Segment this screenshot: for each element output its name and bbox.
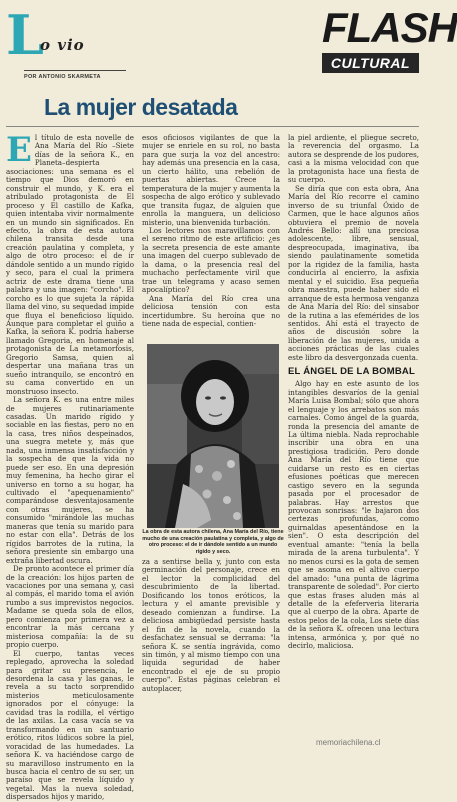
drop-cap: E xyxy=(6,130,32,170)
column-logo xyxy=(6,3,126,80)
article-paragraph: Se diría que con esta obra, Ana María del Río recorre el camino inverso de su triunfal Óxido de Carmen, que le hace algunos años obtuviera el premio de novela Andrés Bello: allí una preciosa adolescente, libre, sensual, despreocupada, imaginativa, iba siendo paulatinamente sometida por la rigidez de la familia, hasta conducirla al encierro, la asfixia mental y el suicidio. Esa pequeña obra maestra, puede haber sido el arranque de esta hermosa venganza de Ana María del Río: del sinsabor de la rutina a las efemérides de los sentidos. Ahí está el trayecto de años de discusión sobre la liberación de las mujeres, unida a acciones prácticas de las cuales este libro da desvergonzada cuenta. xyxy=(288,183,419,362)
article-paragraph: za a sentirse bella y, junto con esta germinación del personaje, crece en el lector la complicidad del descubrimiento de la libertad. Dosificando los tonos eróticos, la lectura y el amante previsible y deseado comienzan a fundirse. La deliciosa ambigüedad persiste hasta el fin de la novela, cuando la desfachatez sensual se derrama: "la señora K. se sentía ingrávida, como sin timón, y al mismo tiempo con una liquida seguridad de haber encontrado el eje de su propio cuerpo". Estas páginas celebran el autoplacer, xyxy=(142,557,280,693)
article-column-1 xyxy=(6,130,134,802)
article-headline: La mujer desatada xyxy=(44,94,238,120)
article-paragraph: De pronto acontece el primer día de la creación: los hijos parten de vacaciones por una semana y, casi al compás, el marido toma el avión rumbo a sus imprevistos negocios. Madame se queda sola de ellos, pero comienza por primera vez a encontrar la más cercana y misteriosa compañía: la de su propio cuerpo. xyxy=(6,564,134,650)
article-subheading: EL ÁNGEL DE LA BOMBAL xyxy=(288,366,415,378)
article-paragraph: El título de esta novelle de Ana María del Río –Siete días de la señora K., en Planeta–despierta asociaciones: una semana es el tiempo que Dios demoró en construir el mundo, y K. era el atribulado protagonista de El proceso y El castillo de Kafka, quien intentaba vivir normalmente en un mundo sin significados. En efecto, la obra de esta autora chilena transita desde una creación paulatina y completa, y algo de otro proceso: el de ir dándole sentido a un mundo rígido y seco, para el cual la primera actriz de este drama tiene una palabra y una imagen: "corcho". El corcho es lo que sujeta la rápida llama del vino, su sequedad impide que fluya el beneficioso líquido. Aunque para completar el guiño a Kafka, la señora K. podría haberse llamado Gregoria, en homenaje al protagonista de La metamorfosis, Gregorio Samsa, quien al despertar una mañana tras un sueño intranquilo, se encontró en su cama convertido en un monstruoso insecto. xyxy=(6,130,134,396)
logo-divider xyxy=(24,70,126,71)
photo-caption: La obra de esta autora chilena, Ana María del Río, tiene mucho de una creación paulatina y completa, y algo de otro proceso: el de ir dándole sentido a un mundo rígido y seco. xyxy=(142,529,284,555)
header-rule xyxy=(6,126,419,127)
article-paragraph: Ana María del Río crea una deliciosa tensión con esta incertidumbre. Su heroína que no tiene nada de especial, contien- xyxy=(142,293,280,328)
author-photo xyxy=(147,344,279,528)
section-badge-label: CULTURAL xyxy=(330,55,411,71)
logo-letter: L xyxy=(6,3,44,67)
logo-text: o vio xyxy=(40,36,85,54)
section-badge xyxy=(322,53,419,73)
source-watermark: memoriachilena.cl xyxy=(316,738,381,747)
article-column-2-continued xyxy=(142,558,280,734)
article-paragraph: La señora K. es una entre miles de mujeres rutinariamente casadas. Un marido rígido y sociable en las fiestas, pero no en la casa, tres niños despeinados, una suegra metete y, más que nada, una inmensa insatisfacción y la sospecha de que la vida no puede ser eso. En una depresión muy femenina, ha hecho girar el universo en torno a su hogar, ha cultivado el "apequenamiento" comparándose desventajosamente con otras mujeres, se ha consumido "mirándole las muchas maneras que tenía su marido para no estar con ella". Detrás de los rígidos barrotes de la rutina, la señora presiente sin embargo una extraña libertad oscura. xyxy=(6,395,134,565)
article-paragraph: Los lectores nos maravillamos con el sereno ritmo de este artificio: ¿es la secreta presencia de este amante una imagen del cuerpo sublevado de la dama, o la presencia real del muchacho perfectamente viril que trae un telegrama y acaso semen apocalíptico? xyxy=(142,225,280,295)
section-title-flash: FLASH xyxy=(322,4,457,51)
article-paragraph: esos oficiosos vigilantes de que la mujer se enriele en su rol, no basta para que surja la voz del ancestro: hay además una presencia en la casa, un cierto hálito, una rebelión de puertas abiertas. Crece la temperatura de la mujer y aumenta la sospecha de algo erótico y sublevado que transita fugaz, de alguien que enrolla la manguera, un delicioso misterio, una bienvenida turbación. xyxy=(142,133,280,227)
article-paragraph: El cuerpo, tantas veces replegado, aprovecha la soledad para gritar su presencia, le desordena la casa y las ganas, le revela a su tacto sorprendido misterios meticulosamente ignorados por el cónyuge: la cavidad tras la rodilla, el vértigo de las axilas. La casa vacía se va transformando en un santuario erótico, ritos lúdicos sobre la piel, voracidad de las humedades. La señora K. va haciéndose cargo de su maravilloso instrumento en la busca hacia el centro de su ser, un paraíso que se revela líquido y vegetal. Mas la nueva soledad, dispersados hijos y marido, xyxy=(6,648,134,802)
byline: POR ANTONIO SKARMETA xyxy=(24,74,101,80)
article-column-3 xyxy=(288,134,419,734)
article-column-2 xyxy=(142,134,280,334)
author-portrait-image xyxy=(147,344,279,528)
article-paragraph: Algo hay en este asunto de los intangibles desvaríos de la genial María Luisa Bombal; sólo que ahora el lenguaje y los arrebatos son más carnales. Como ángel de la guarda, ronda la presencia del amante de La última niebla. Nada reprochable inscribir una obra en una prestigiosa tradición. Pero donde Ana María del Río tiene que cuidarse un resto es en ciertas efusiones poéticas que merecen castigo severo en la segunda pasada por el procesador de palabras. Hay arrestos que provocan sonrisas: "le bajaron dos certezas profundas, como guirnaldas apesentándose en la sien". O esta descripción del eventual amante: "tenía la bella mirada de la arena turbulenta". Y no menos cursi es la gota de semen que se asoma en el altivo cuerpo del amado: "una punta de lágrima transparente de soledad". Por cierto que estas frases aluden más al detalle de la efeferveria literaria que al cuerpo de la obra. Aparte de estos pelos de la cola, Los siete días de la señora K. ofrecen una lectura intensa, armónica y, por qué no decirlo, maliciosa. xyxy=(288,379,419,651)
article-paragraph: la piel ardiente, el pliegue secreto, la reverencia del orgasmo. La autora se desprende de los pudores, casi a la misma velocidad con que la protagonista hace una fiesta de su cuerpo. xyxy=(288,133,419,185)
